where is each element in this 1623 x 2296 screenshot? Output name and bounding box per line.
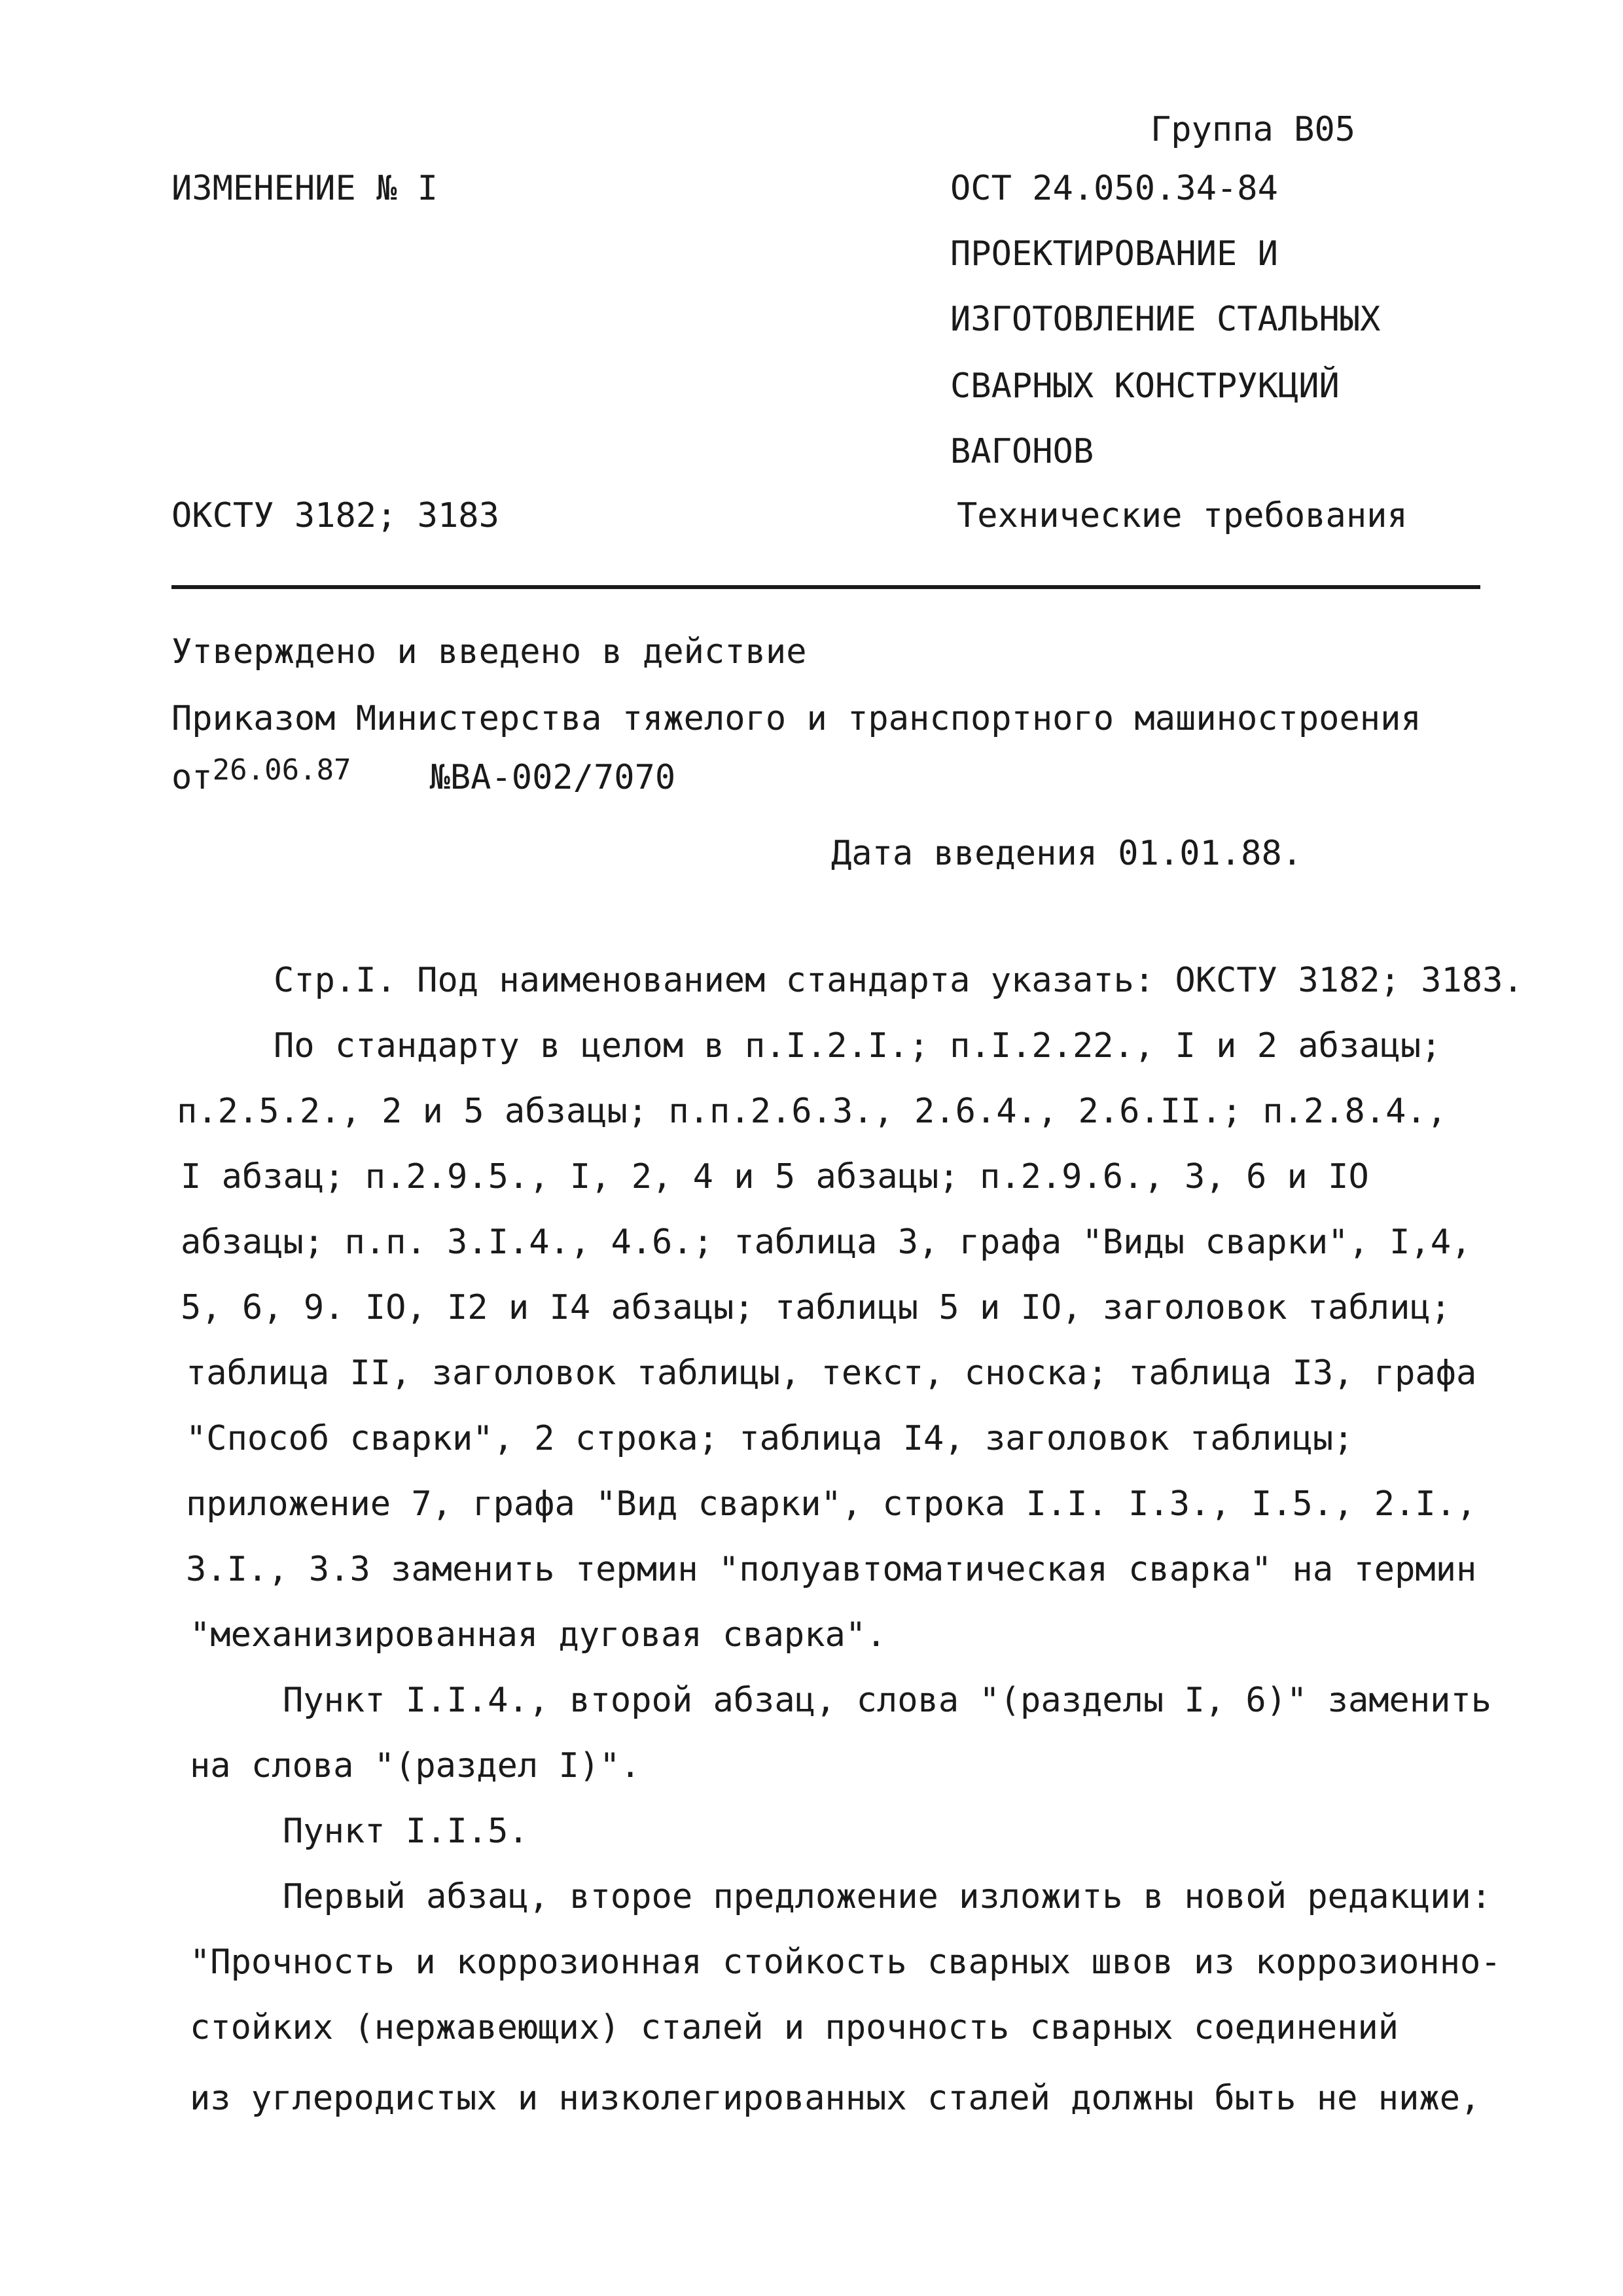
body-line: "Прочность и коррозионная стойкость сварных швов из коррозионно- xyxy=(190,1943,1501,1982)
subtitle: Технические требования xyxy=(957,496,1408,535)
body-line: "Способ сварки", 2 строка; таблица I4, заголовок таблицы; xyxy=(186,1419,1354,1458)
title-line-1: ПРОЕКТИРОВАНИЕ И xyxy=(950,234,1278,274)
body-line: приложение 7, графа "Вид сварки", строка I.I. I.3., I.5., 2.I., xyxy=(186,1484,1477,1524)
order-number: №ВА-002/7070 xyxy=(429,758,676,797)
body-line: 5, 6, 9. IO, I2 и I4 абзацы; таблицы 5 и IO, заголовок таблиц; xyxy=(181,1288,1452,1327)
approval-date: 26.06.87 xyxy=(212,753,351,787)
body-line: из углеродистых и низколегированных сталей должны быть не ниже, xyxy=(190,2079,1481,2118)
body-line: на слова "(раздел I)". xyxy=(190,1746,641,1785)
body-line: абзацы; п.п. 3.I.4., 4.6.; таблица 3, графа "Виды сварки", I,4, xyxy=(181,1223,1472,1262)
approval-date-line xyxy=(171,753,676,797)
header-divider xyxy=(171,585,1480,589)
body-line: п.2.5.2., 2 и 5 абзацы; п.п.2.6.3., 2.6.4., 2.6.II.; п.2.8.4., xyxy=(177,1092,1448,1131)
intro-date: Дата введения 01.01.88. xyxy=(831,834,1303,873)
body-line: Пункт I.I.5. xyxy=(283,1812,529,1851)
change-number: ИЗМЕНЕНИЕ № I xyxy=(171,169,438,208)
standard-code: ОСТ 24.050.34-84 xyxy=(950,169,1278,208)
date-prefix: от xyxy=(171,758,213,797)
body-line: Стр.I. Под наименованием стандарта указать: ОКСТУ 3182; 3183. xyxy=(274,961,1524,1000)
title-line-4: ВАГОНОВ xyxy=(950,432,1094,471)
body-line: I абзац; п.2.9.5., I, 2, 4 и 5 абзацы; п.2.9.6., 3, 6 и IO xyxy=(181,1157,1369,1196)
group-label: Группа В05 xyxy=(1150,110,1356,149)
title-line-2: ИЗГОТОВЛЕНИЕ СТАЛЬНЫХ xyxy=(950,300,1381,339)
body-line: По стандарту в целом в п.I.2.I.; п.I.2.22., I и 2 абзацы; xyxy=(274,1026,1442,1066)
body-line: таблица II, заголовок таблицы, текст, сноска; таблица I3, графа xyxy=(186,1354,1477,1393)
approval-line-2: Приказом Министерства тяжелого и транспортного машиностроения xyxy=(171,699,1421,738)
body-line: Пункт I.I.4., второй абзац, слова "(разделы I, 6)" заменить xyxy=(283,1681,1492,1720)
body-line: 3.I., 3.3 заменить термин "полуавтоматическая сварка" на термин xyxy=(186,1550,1477,1589)
body-line: стойких (нержавеющих) сталей и прочность сварных соединений xyxy=(190,2008,1399,2047)
body-line: "механизированная дуговая сварка". xyxy=(190,1615,887,1655)
body-line: Первый абзац, второе предложение изложить в новой редакции: xyxy=(283,1877,1492,1916)
title-line-3: СВАРНЫХ КОНСТРУКЦИЙ xyxy=(950,367,1340,406)
okstu-code: ОКСТУ 3182; 3183 xyxy=(171,496,499,535)
approval-line-1: Утверждено и введено в действие xyxy=(171,632,807,672)
